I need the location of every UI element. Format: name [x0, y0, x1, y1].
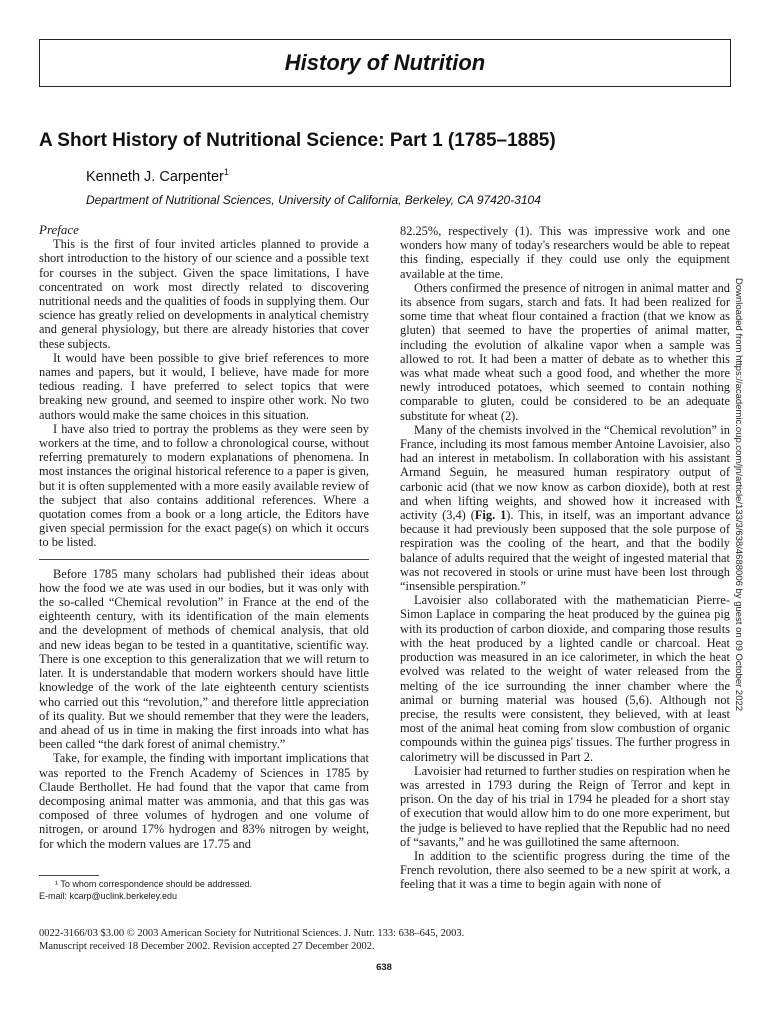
right-column	[400, 224, 730, 892]
author-line	[86, 167, 229, 185]
author-name: Kenneth J. Carpenter	[86, 168, 224, 185]
paragraph: Take, for example, the finding with important implications that was reported to the French Academy of Sciences in 1785 by Claude Berthollet. He had found that the vapor that came from decomposing animal matter was ammonia, and that this gas was composed of three volumes of hydrogen and one volume of nitrogen, or around 17% hydrogen and 83% nitrogen by weight, for which the modern values are 17.75 and	[39, 751, 369, 851]
paragraph: Others confirmed the presence of nitrogen in animal matter and its absence from sugars, starch and fats. It had been realized for some time that wheat flour contained a fraction (that we know as gluten) that seemed to have the properties of animal matter, including the evolution of alkaline vapor when a sample was allowed to rot. It had been a matter of debate as to whether this was what made wheat such a good food, and whether the more newly introduced potatoes, which seemed to contain nothing comparable to gluten, could be considered to be an adequate substitute for wheat (2).	[400, 280, 730, 423]
paragraph: In addition to the scientific progress during the time of the French revolution, there also seemed to be a new spirit at work, a feeling that it was a time to begin again with none of	[400, 848, 730, 892]
download-watermark: Downloaded from https://academic.oup.com/jn/article/133/3/638/4688006 by guest on 09 October 2022	[733, 278, 744, 712]
paragraph: Before 1785 many scholars had published their ideas about how the food we ate was used in our bodies, but it was only with the so-called “Chemical revolution” in France at the end of the eighteenth century, with its identification of the main elements and the development of methods of chemical analysis, that old and new ideas began to be tested in a quantitative, scientific way. There is one exception to this generalization that we will return to later. It is understandable that modern workers should have little knowledge of the work of the late eighteenth century scientists who carried out this “revolution,” and therefore little appreciation of its quality. But we should remember that they were the leaders, and ahead of us in time in making the first inroads into what has been called “the dark forest of animal chemistry.”	[39, 566, 369, 752]
section-divider	[39, 550, 369, 560]
manuscript-dates: Manuscript received 18 December 2002. Revision accepted 27 December 2002.	[39, 941, 375, 952]
left-column	[39, 223, 369, 851]
copyright-line: 0022-3166/03 $3.00 © 2003 American Society for Nutritional Sciences. J. Nutr. 133: 638–645, 2003.	[39, 928, 465, 939]
article-title: A Short History of Nutritional Science: Part 1 (1785–1885)	[39, 130, 556, 151]
footnote-email: E-mail: kcarp@uclink.berkeley.edu	[39, 891, 178, 901]
author-footnote-marker: 1	[223, 167, 229, 177]
paragraph: Lavoisier also collaborated with the mathematician Pierre-Simon Laplace in comparing the heat produced by the guinea pig with its production of carbon dioxide, and comparing those results with the heat produced by a lighted candle or charcoal. Heat production was measured in an ice calorimeter, in which the heat evolved was related to the weight of water released from the melting of the ice surrounding the inner chamber where the animal or burning material was housed (5,6). Although not precise, the results were consistent, they believed, with at least most of the animal heat coming from slow combustion of organic compounds within the guinea pigs' tissues. The further progress in calorimetry will be discussed in Part 2.	[400, 593, 730, 764]
journal-section-header	[39, 39, 731, 87]
author-affiliation: Department of Nutritional Sciences, University of California, Berkeley, CA 97420-3104	[86, 193, 541, 207]
footnote-correspondence: ¹ To whom correspondence should be addressed.	[55, 879, 252, 889]
journal-section-title: History of Nutrition	[284, 50, 486, 75]
page-number: 638	[376, 962, 392, 973]
paragraph	[400, 423, 730, 593]
paragraph: Lavoisier had returned to further studies on respiration when he was arrested in 1793 during the Reign of Terror and kept in prison. On the day of his trial in 1794 he pleaded for a short stay of execution that would allow him to do one more experiment, but the judge is believed to have replied that the Republic had no need of “savants,” and he was guillotined the same afternoon.	[400, 763, 730, 849]
section-heading-preface: Preface	[39, 222, 79, 237]
paragraph: It would have been possible to give brief references to more names and papers, but it would, I believe, have made for more tedious reading. I have preferred to select topics that were breaking new ground, and seemed to inspire other work. No two authors would make the same choices in this situation.	[39, 350, 369, 422]
paragraph: I have also tried to portray the problems as they were seen by workers at the time, and to follow a chronological course, without referring prematurely to modern explanations of phenomena. In most instances the original historical reference to a paper is given, but it is often supplemented with a more easily available review of the subject that also contains additional references. Where a quotation comes from a book or a long article, the Editors have given special permission for the exact page(s) on which it occurs to be listed.	[39, 421, 369, 550]
paragraph-text: Many of the chemists involved in the “Chemical revolution” in France, including its most famous member Antoine Lavoisier, also had an interest in metabolism. In collaboration with his assistant Armand Seguin, he measured human respiratory output of carbonic acid (that we now know as carbon dioxide), both at rest and when lifting weights, and showed how it increased with activity (3,4) (	[400, 422, 730, 523]
paragraph: This is the first of four invited articles planned to provide a short introduction to the history of our science and a possible text for courses in the subject. Given the space limitations, I have concentrated on work most directly related to discovering nutritional needs and the qualities of foods in supplying them. Our science has greatly relied on developments in analytical chemistry and general physiology, but there are already histories that cover these subjects.	[39, 237, 369, 351]
paragraph: 82.25%, respectively (1). This was impressive work and one wonders how many of today's researchers would be able to repeat this finding, especially if they could use only the equipment available at the time.	[400, 224, 730, 281]
figure-reference-link[interactable]: Fig. 1	[474, 508, 507, 523]
paragraph-text: ). This, in itself, was an important advance because it had previously been supposed that the sole purpose of respiration was the cooling of the heart, and that the bodily balance of adults required that the weight of ingested material that was not recovered in stools or urine must have been lost through “insensible perspiration.”	[400, 508, 731, 594]
footnote-divider	[39, 875, 99, 876]
